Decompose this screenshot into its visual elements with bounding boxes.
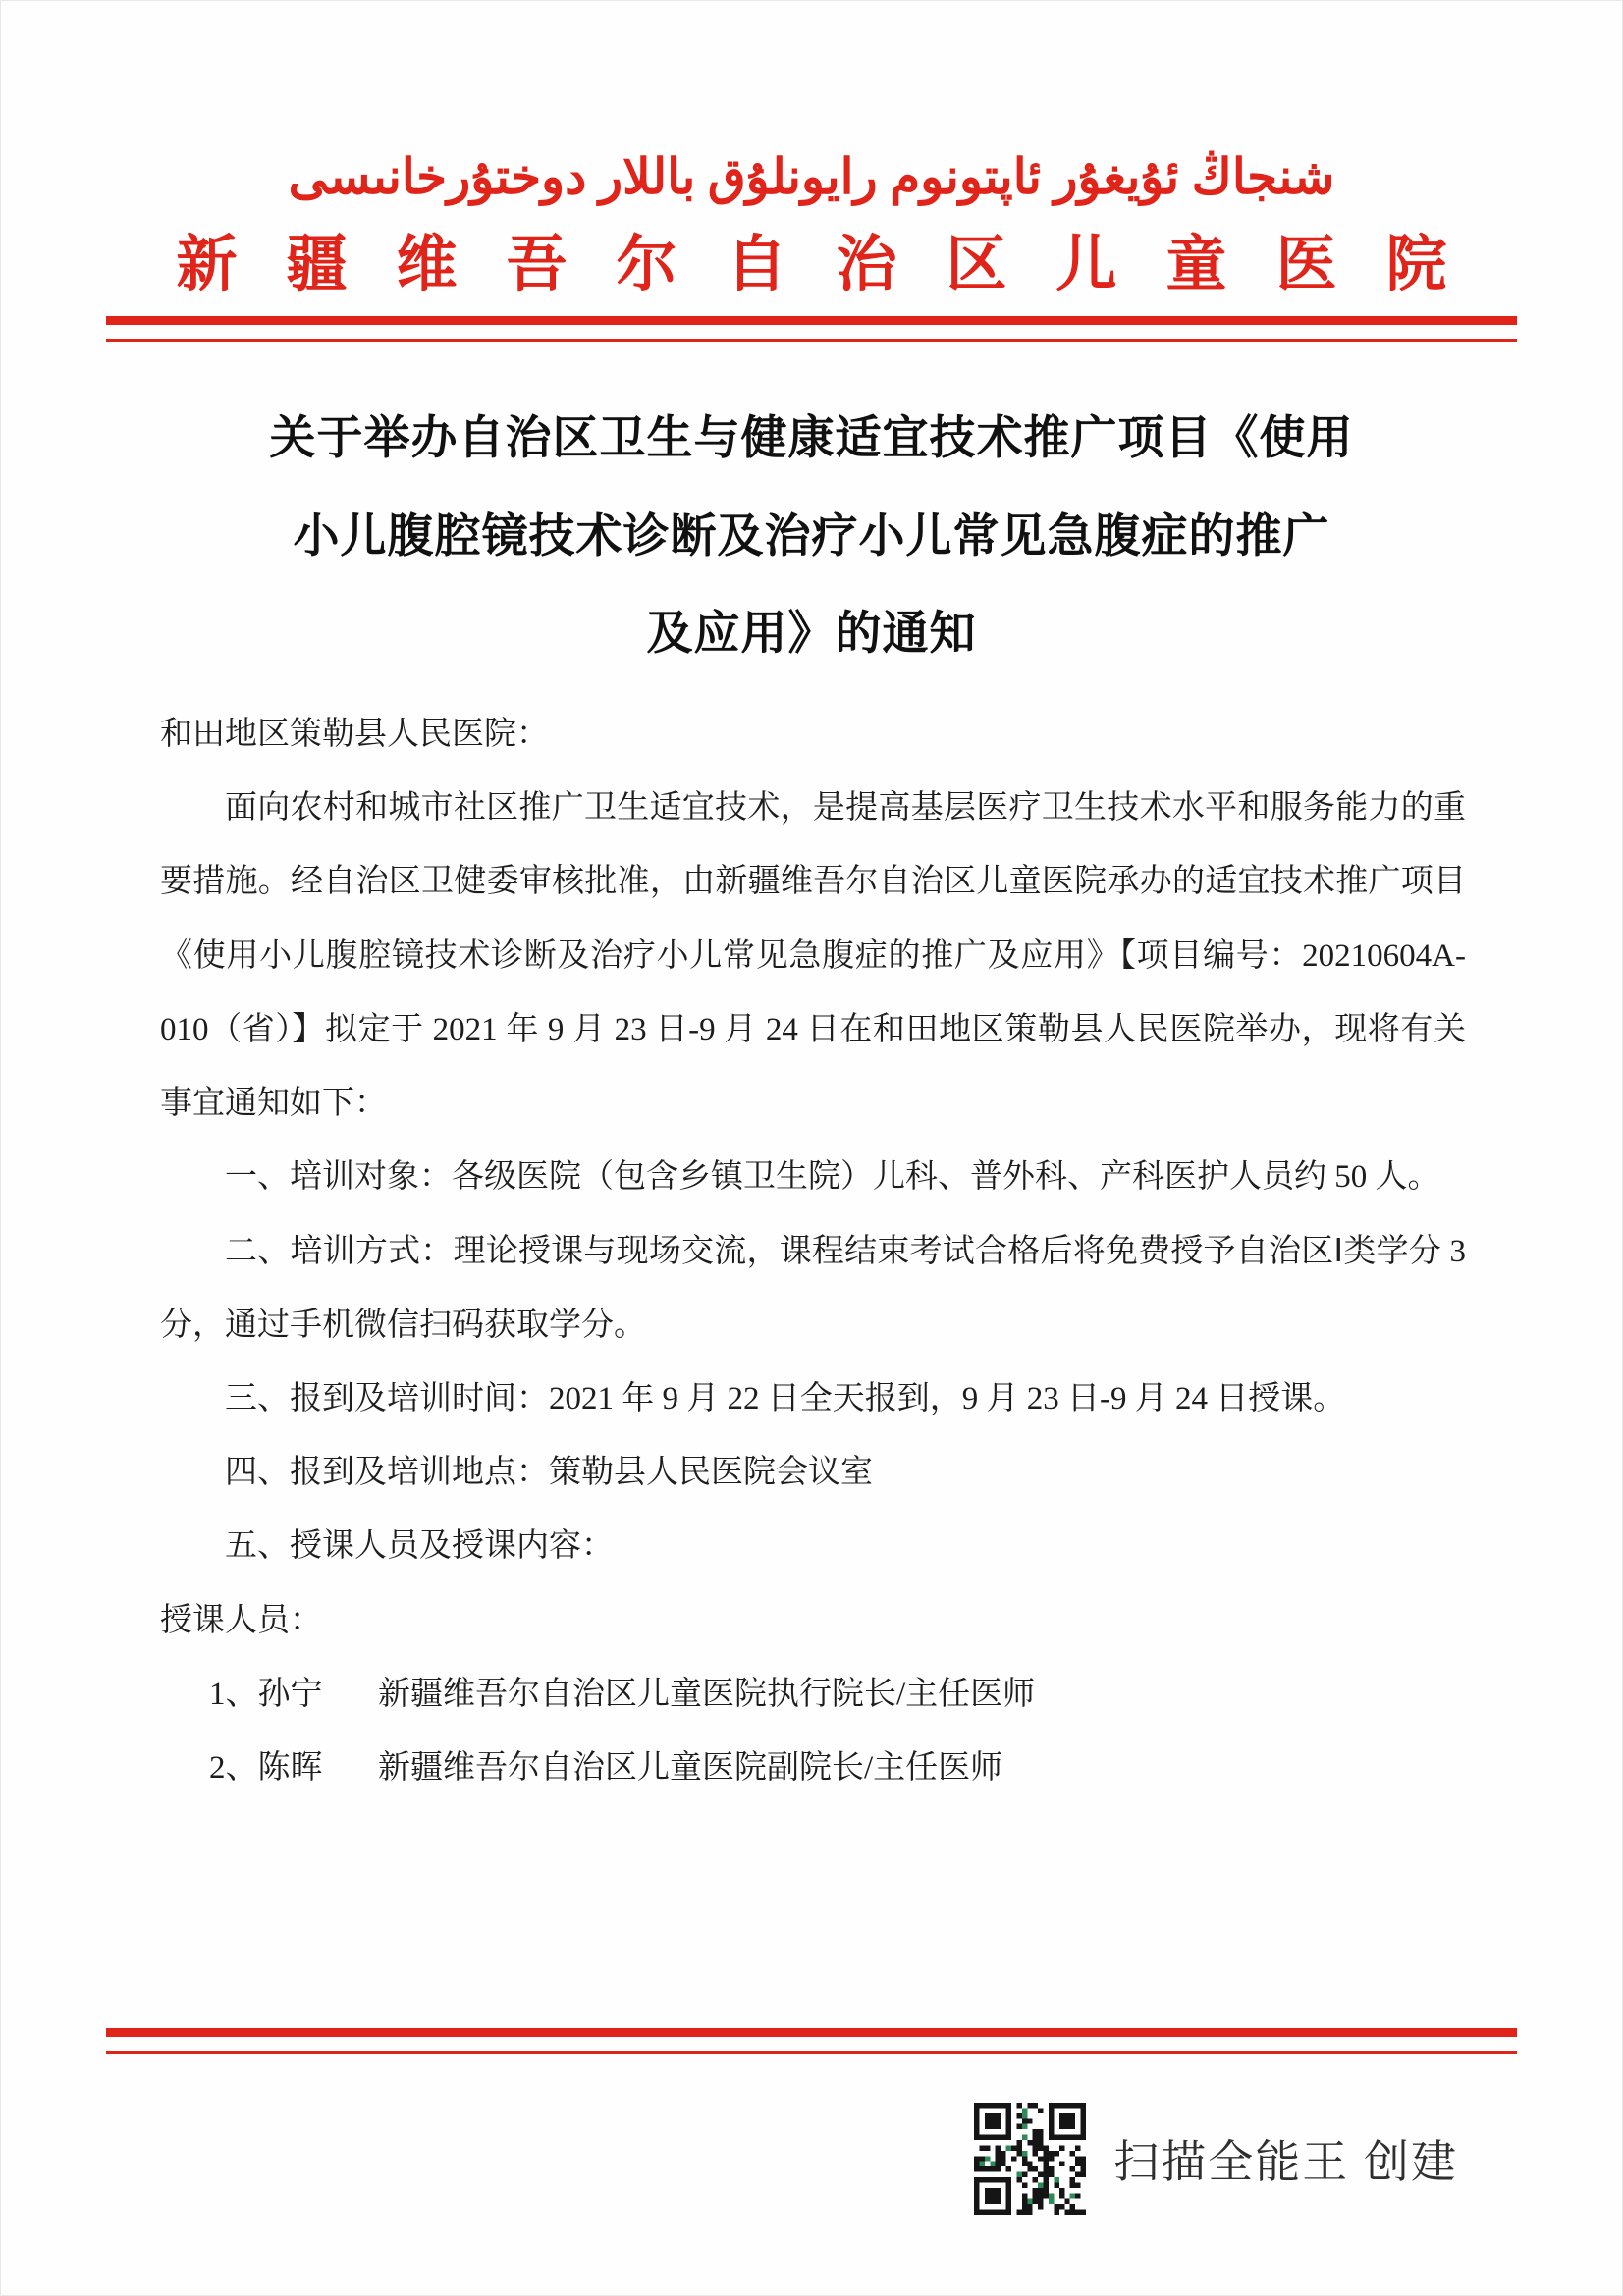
item-4-training-location: 四、报到及培训地点：策勒县人民医院会议室 [225, 1455, 873, 1491]
document-title-line-1: 关于举办自治区卫生与健康适宜技术推广项目《使用 [269, 413, 1354, 464]
lecturer-title: 新疆维吾尔自治区儿童医院执行院长/主任医师 [378, 1676, 1036, 1712]
letterhead-rule-thin [106, 339, 1517, 342]
footer-rule-thin [106, 2051, 1517, 2054]
letterhead [0, 145, 1623, 342]
paragraph-intro: 面向农村和城市社区推广卫生适宜技术，是提高基层医疗卫生技术水平和服务能力的重要措施。经自治区卫健委审核批准，由新疆维吾尔自治区儿童医院承办的适宜技术推广项目《使用小儿腹腔镜技术诊断及治疗小儿常见急腹症的推广及应用》【项目编号：20210604A-010（省）】拟定于 2021 年 9 月 23 日-9 月 24 日在和田地区策勒县人民医院举办，现将有关事宜通知如下： [160, 790, 1466, 1122]
lecturer-heading: 授课人员： [160, 1602, 322, 1638]
document-title-line-3: 及应用》的通知 [646, 609, 977, 661]
item-2-training-method: 二、培训方式：理论授课与现场交流，课程结束考试合格后将免费授予自治区Ⅰ类学分 3 分，通过手机微信扫码获取学分。 [160, 1233, 1466, 1343]
item-5-lecturers-content: 五、授课人员及授课内容： [225, 1528, 614, 1565]
lecturer-row [160, 1658, 1466, 1732]
hospital-name-uyghur: شنجاڭ ئۇيغۇر ئاپتونوم رايونلۇق باللار دوختۇرخانىسى [288, 149, 1335, 204]
letterhead-rule-thick [106, 316, 1517, 325]
qr-code-icon [974, 2103, 1086, 2215]
scanner-caption: 扫描全能王 创建 [1113, 2136, 1458, 2187]
item-1-training-targets: 一、培训对象：各级医院（包含乡镇卫生院）儿科、普外科、产科医护人员约 50 人。 [225, 1159, 1440, 1196]
salutation: 和田地区策勒县人民医院： [160, 716, 549, 752]
lecturer-row [160, 1732, 1466, 1805]
document-title-line-2: 小儿腹腔镜技术诊断及治疗小儿常见急腹症的推广 [293, 510, 1330, 562]
document-title [118, 391, 1505, 684]
lecturer-name: 1、孙宁 [209, 1676, 323, 1712]
lecturer-title: 新疆维吾尔自治区儿童医院副院长/主任医师 [378, 1750, 1003, 1787]
scanner-watermark [974, 2103, 1458, 2215]
hospital-name-chinese: 新疆维吾尔自治区儿童医院 [176, 232, 1496, 298]
document-body [160, 698, 1466, 1806]
item-3-training-time: 三、报到及培训时间：2021 年 9 月 22 日全天报到，9 月 23 日-9 月 24 日授课。 [225, 1380, 1346, 1416]
footer-rule-thick [106, 2028, 1517, 2037]
footer-rules [0, 2014, 1623, 2054]
lecturer-name: 2、陈晖 [209, 1750, 323, 1787]
